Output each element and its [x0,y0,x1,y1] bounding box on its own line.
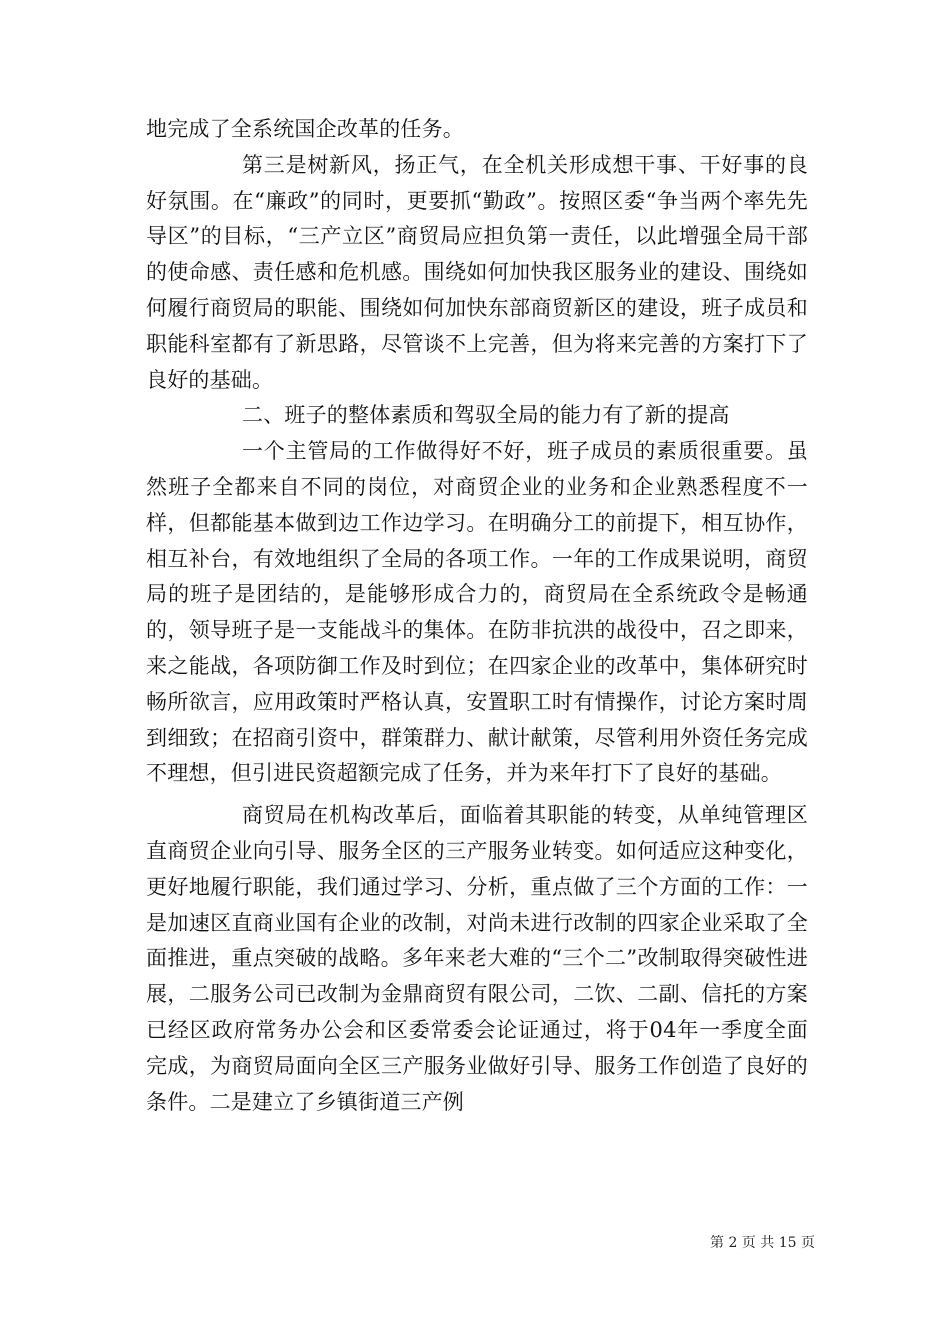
paragraph-team-quality: 一个主管局的工作做得好不好，班子成员的素质很重要。虽然班子全都来自不同的岗位，对商贸企业的业务和企业熟悉程度不一样，但都能基本做到边工作边学习。在明确分工的前提下，相互协作，相互补台，有效地组织了全局的各项工作。一年的工作成果说明，商贸局的班子是团结的，是能够形成合力的，商贸局在全系统政令是畅通的，领导班子是一支能战斗的集体。在防非抗洪的战役中，召之即来，来之能战，各项防御工作及时到位；在四家企业的改革中，集体研究时畅所欲言，应用政策时严格认真，安置职工时有情操作，讨论方案时周到细致；在招商引资中，群策群力、献计献策，尽管利用外资任务完成不理想，但引进民资超额完成了任务，并为来年打下了良好的基础。 [146,439,808,786]
document-body [146,112,808,1120]
page-number-footer: 第 2 页 共 15 页 [710,1235,815,1251]
paragraph-continuation: 地完成了全系统国企改革的任务。 [146,117,464,141]
paragraph-third-point: 第三是树新风，扬正气，在全机关形成想干事、干好事的良好氛围。在“廉政”的同时，更要抓“勤政”。按照区委“争当两个率先先导区”的目标，“三产立区”商贸局应担负第一责任，以此增强全局干部的使命感、责任感和危机感。围绕如何加快我区服务业的建设、围绕如何履行商贸局的职能、围绕如何加快东部商贸新区的建设，班子成员和职能科室都有了新思路，尽管谈不上完善，但为将来完善的方案打下了良好的基础。 [146,152,808,392]
paragraph-function-transition: 商贸局在机构改革后，面临着其职能的转变，从单纯管理区直商贸企业向引导、服务全区的三产服务业转变。如何适应这种变化，更好地履行职能，我们通过学习、分析，重点做了三个方面的工作：一是加速区直商业国有企业的改制，对尚未进行改制的四家企业采取了全面推进，重点突破的战略。多年来老大难的“三个二”改制取得突破性进展，二服务公司已改制为金鼎商贸有限公司，二饮、二副、信托的方案已经区政府常务办公会和区委常委会论证通过，将于04年一季度全面完成，为商贸局面向全区三产服务业做好引导、服务工作创造了良好的条件。二是建立了乡镇街道三产例 [146,803,808,1114]
section-heading-two: 二、班子的整体素质和驾驭全局的能力有了新的提高 [242,403,730,428]
